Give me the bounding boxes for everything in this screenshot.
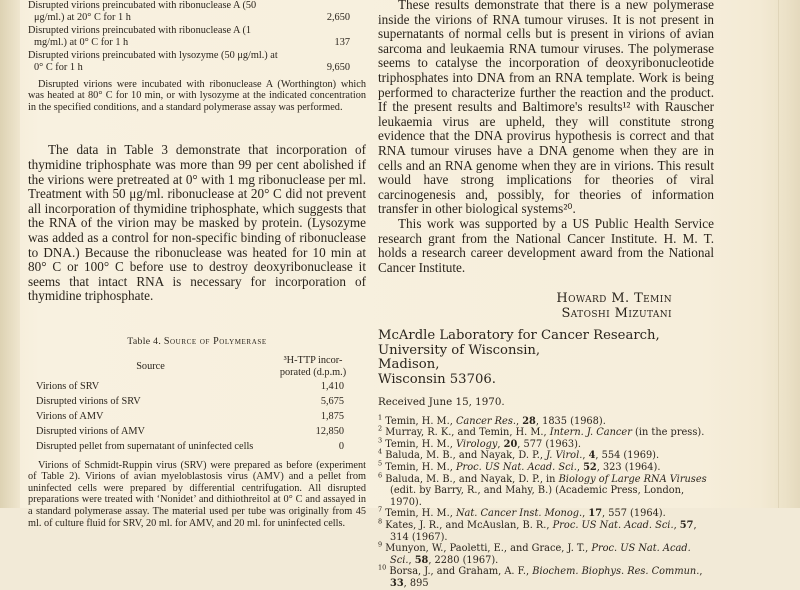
address-line: McArdle Laboratory for Cancer Research, xyxy=(378,328,660,344)
reference-journal: J. Virol. xyxy=(546,450,583,462)
reference-number: 6 xyxy=(378,471,383,480)
table3-tail xyxy=(28,0,366,113)
table3-footnote: Disrupted virions were incubated with ribonuclease A (Worthington) which was heated at 80° C for 10 min, or with lysozyme at the indicated concentration in the specified conditions, and a standard polymerase assay was performed. xyxy=(28,78,366,113)
reference-volume: 58 xyxy=(414,554,429,566)
reference-item: $^7$ Temin, H. M., Nat. Cancer Inst. Monog., 17, 557 (1964). xyxy=(378,506,666,520)
reference-item: $^9$ Munyon, W., Paoletti, E., and Grace, J. T., Proc. US Nat. Acad. Sci., 58, 2280 (1967). xyxy=(378,540,691,566)
reference-journal: Proc. US Nat. Acad. Sci. xyxy=(390,543,691,566)
table4-value: 5,675 xyxy=(320,395,344,407)
reference-volume: 57 xyxy=(679,520,694,531)
reference-volume: 52 xyxy=(583,462,597,474)
page-edge-line xyxy=(778,0,779,508)
table4-source: Disrupted pellet from supernatant of uninfected cells xyxy=(36,440,254,452)
table3-row xyxy=(28,0,366,23)
table3-row xyxy=(28,25,366,48)
author-signature xyxy=(378,291,714,321)
table3-row-value: 137 xyxy=(334,36,350,48)
table4-value: 1,410 xyxy=(320,380,344,392)
table4-row xyxy=(28,425,366,439)
reference-volume: 28 xyxy=(522,415,536,427)
reference-number: 10 xyxy=(378,564,387,573)
reference-list xyxy=(378,413,714,590)
reference-number: 5 xyxy=(378,459,383,468)
reference-item: $^8$ Kates, J. R., and McAuslan, B. R., Proc. US Nat. Acad. Sci., 57, 314 (1967). xyxy=(378,517,697,543)
author-name: Satoshi Mizutani xyxy=(561,306,672,322)
table3-row-label: Disrupted virions preincubated with ribonuclease A (1 xyxy=(28,25,252,37)
reference-journal: Biochem. Biophys. Res. Commun. xyxy=(532,566,700,578)
reference-number: 2 xyxy=(378,424,383,433)
reference-item: $^6$ Baluda, M. B., and Nayak, D. P., in Biology of Large RNA Viruses (edit. by Barry, R., and Mahy, B.) (Academic Press, London, 1970). xyxy=(378,471,707,508)
body-paragraph-acknowledgements: This work was supported by a US Public Health Service research grant from the National Cancer Institute. H. M. T. holds a research career development award from the National Cancer Institute. xyxy=(378,215,714,275)
table4-col-value-line2: porated (d.p.m.) xyxy=(279,367,347,379)
reference-journal: Cancer Res. xyxy=(455,415,516,427)
reference-item: $^3$ Temin, H. M., Virology, 20, 577 (1963). xyxy=(378,436,582,450)
table4-number: Table 4. xyxy=(127,335,162,347)
table3-row-label: Disrupted virions preincubated with lysozyme (50 μg/ml.) at xyxy=(28,50,278,62)
table3-row-value: 9,650 xyxy=(326,61,350,73)
reference-item: $^{10}$ Borsa, J., and Graham, A. F., Biochem. Biophys. Res. Commun., 33, 895 xyxy=(378,564,703,589)
table4-caption: Source of Polymerase xyxy=(163,335,267,347)
author-name: Howard M. Temin xyxy=(556,291,672,307)
table4-value: 1,875 xyxy=(320,410,344,422)
table3-row-value: 2,650 xyxy=(326,11,350,23)
reference-journal: Proc. US Nat. Acad. Sci. xyxy=(552,520,674,531)
table4-row xyxy=(28,440,366,454)
reference-volume: 17 xyxy=(588,508,603,520)
table4-footnote: Virions of Schmidt-Ruppin virus (SRV) were prepared as before (experiment of Table 2). Virions of avian myeloblastosis virus (AMV) and a pellet from uninfected cells were prepared by differential centrifugation. All disrupted preparations were treated with ‘Nonidet’ and dithiothreitol at 0° C and assayed in a standard polymerase assay. The material used per tube was originally from 45 ml. of culture fluid for SRV, 20 ml. for AMV, and 20 ml. for uninfected cells. xyxy=(28,459,366,529)
reference-item: $^2$ Murray, R. K., and Temin, H. M., Intern. J. Cancer (in the press). xyxy=(378,424,705,439)
table4-col-source: Source xyxy=(136,361,165,373)
table3-row xyxy=(28,50,366,73)
table3-row-label: Disrupted virions preincubated with ribonuclease A (50 xyxy=(28,0,257,11)
reference-number: 7 xyxy=(378,506,383,515)
reference-journal: Virology xyxy=(455,438,498,450)
reference-number: 3 xyxy=(378,436,383,445)
table4-source: Disrupted virions of AMV xyxy=(36,425,145,437)
affiliation-address xyxy=(378,329,714,387)
table4-source: Virions of SRV xyxy=(36,380,100,392)
address-line: Madison, xyxy=(378,357,440,373)
table3-row-label-cont: μg/ml.) at 20° C for 1 h xyxy=(34,11,131,23)
reference-item: $^5$ Temin, H. M., Proc. US Nat. Acad. Sci., 52, 323 (1964). xyxy=(378,459,661,474)
table4-title xyxy=(28,336,366,348)
right-column xyxy=(378,0,714,590)
page-binding-edge xyxy=(0,0,20,508)
left-column xyxy=(28,0,366,529)
body-paragraph-conclusions: These results demonstrate that there is a new polymerase inside the virions of RNA tumour viruses. It is not present in supernatants of normal cells but is present in virions of avian sarcoma and leukaemia RNA tumour viruses. The polymerase seems to catalyse the incorporation of deoxyribonucleotide triphosphates into DNA from an RNA template. Work is being performed to characterize further the reaction and the product. If the present results and Baltimore's results¹² with Rauscher leukaemia virus are upheld, they will constitute strong evidence that the DNA provirus hypothesis is correct and that RNA tumour viruses have a DNA genome when they are in cells and an RNA genome when they are in virions. This result would have strong implications for theories of viral carcinogenesis and, possibly, for theories of information transfer in other biological systems²⁰. xyxy=(378,0,714,217)
reference-volume: 4 xyxy=(588,450,596,462)
reference-volume: 20 xyxy=(503,438,518,450)
reference-journal: Biology of Large RNA Viruses xyxy=(558,473,707,485)
table4-value: 0 xyxy=(338,440,344,452)
reference-volume: 33 xyxy=(390,577,404,589)
table4-row xyxy=(28,380,366,394)
reference-item: $^4$ Baluda, M. B., and Nayak, D. P., J. Virol., 4, 554 (1969). xyxy=(378,448,660,462)
table4-col-value-line1: ³H-TTP incor- xyxy=(283,355,343,367)
table4-header xyxy=(28,355,366,378)
table4-row xyxy=(28,395,366,409)
reference-number: 8 xyxy=(378,517,383,526)
table4-source: Disrupted virions of SRV xyxy=(36,395,141,407)
table4-col-value xyxy=(273,355,353,378)
table4-value: 12,850 xyxy=(315,425,344,437)
reference-number: 4 xyxy=(378,448,383,457)
table3-row-label-cont: 0° C for 1 h xyxy=(34,61,83,73)
body-paragraph-table3-discussion: The data in Table 3 demonstrate that incorporation of thymidine triphosphate was more than 99 per cent abolished if the virions were pretreated at 0° with 1 mg ribonuclease per ml. Treatment with 50 μg/ml. ribonuclease at 20° C did not prevent all incorporation of thymidine triphosphate, which suggests that the RNA of the virion may be masked by protein. (Lysozyme was added as a control for non-specific binding of ribonuclease to DNA.) Because the ribonuclease was heated for 10 min at 80° C or 100° C before use to destroy deoxyribonuclease it seems that intact RNA is necessary for incorporation of thymidine triphosphate. xyxy=(28,142,366,304)
table3-row-label-cont: mg/ml.) at 0° C for 1 h xyxy=(34,36,129,48)
reference-journal: Intern. J. Cancer xyxy=(549,427,632,439)
received-date: Received June 15, 1970. xyxy=(378,395,505,408)
address-line: Wisconsin 53706. xyxy=(378,372,496,388)
reference-journal: Proc. US Nat. Acad. Sci. xyxy=(455,462,577,474)
table4-row xyxy=(28,410,366,424)
table4-source: Virions of AMV xyxy=(36,410,104,422)
reference-journal: Nat. Cancer Inst. Monog. xyxy=(455,508,583,520)
address-line: University of Wisconsin, xyxy=(378,342,541,358)
reference-item: $^1$ Temin, H. M., Cancer Res., 28, 1835 (1968). xyxy=(378,413,606,427)
reference-number: 1 xyxy=(378,413,383,422)
reference-number: 9 xyxy=(378,540,383,549)
